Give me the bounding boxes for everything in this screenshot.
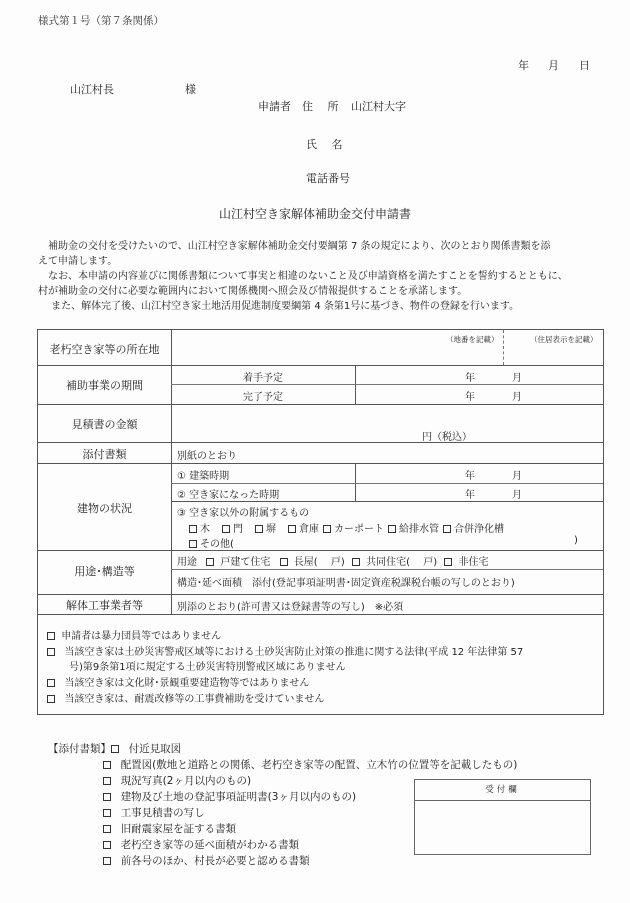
- checkbox-icon[interactable]: [288, 525, 296, 533]
- attachment-item-label: 配置図(敷地と道路との関係、老朽空き家等の配置、立木竹の位置等を記載したもの): [120, 759, 518, 771]
- declaration-item[interactable]: [47, 643, 523, 658]
- option-label: 非住宅: [458, 557, 489, 568]
- start-month-label: 月: [512, 373, 522, 384]
- row-divider: [171, 501, 603, 502]
- attachment-item[interactable]: [103, 853, 310, 868]
- accessory-label: ③ 空き家以外の附属するもの: [177, 508, 310, 519]
- end-year-label: 年: [465, 392, 475, 403]
- building-status-label: 建物の状況: [77, 502, 132, 515]
- accessory-option-gate[interactable]: [222, 520, 243, 535]
- estimate-label: 見積書の金額: [71, 418, 138, 431]
- address-label: 住 所: [302, 100, 339, 113]
- row-divider: [171, 483, 603, 484]
- location-label: 老朽空き家等の所在地: [49, 343, 160, 356]
- attachments-value: 別紙のとおり: [177, 451, 237, 462]
- accessory-option-carport[interactable]: [323, 520, 384, 535]
- row-divider: [38, 463, 603, 464]
- checkbox-icon[interactable]: [189, 525, 197, 533]
- option-label: 門: [233, 524, 243, 535]
- attachment-item-label: 現況写真(2ヶ月以内のもの): [120, 775, 252, 787]
- residence-display-note: （住居表示を記載）: [530, 335, 598, 344]
- declaration-text: 申請者は暴力団員等ではありません: [61, 631, 222, 642]
- period-label: 補助事業の期間: [66, 379, 143, 392]
- intro-paragraph-line: 補助金の交付を受けたいので、山江村空き家解体補助金交付要綱第 7 条の規定により、次のとおり関係書類を添: [38, 241, 551, 252]
- reception-box-header: 受付欄: [415, 780, 590, 801]
- start-year-label: 年: [465, 373, 475, 384]
- attachment-item-label: 付近見取図: [128, 743, 182, 755]
- application-table: [37, 329, 604, 715]
- checkbox-icon[interactable]: [47, 632, 55, 640]
- date-day-label: 日: [579, 59, 590, 72]
- checkbox-icon[interactable]: [444, 558, 452, 566]
- option-label: 共同住宅( 戸): [366, 557, 438, 568]
- row-divider: [38, 594, 603, 595]
- applicant-label: 申請者: [258, 100, 291, 113]
- checkbox-icon[interactable]: [103, 761, 111, 769]
- vacancy-year-label: 年: [465, 490, 475, 501]
- usage-option-apartment[interactable]: [352, 557, 437, 568]
- checkbox-icon[interactable]: [206, 558, 214, 566]
- checkbox-icon[interactable]: [103, 857, 111, 865]
- checkbox-icon[interactable]: [47, 695, 55, 703]
- contractor-label: 解体工事業者等: [66, 599, 143, 612]
- usage-option-row-house[interactable]: [280, 557, 345, 568]
- row-divider: [171, 569, 603, 570]
- accessory-options: [189, 520, 504, 535]
- checkbox-icon[interactable]: [443, 525, 451, 533]
- phone-label: 電話番号: [306, 172, 350, 185]
- construction-year-label: 年: [465, 471, 475, 482]
- accessory-option-other[interactable]: [189, 535, 234, 550]
- checkbox-icon[interactable]: [47, 648, 55, 656]
- checkbox-icon[interactable]: [222, 525, 230, 533]
- location-lot-field[interactable]: [178, 332, 498, 362]
- declaration-item[interactable]: [47, 627, 221, 642]
- column-divider: [355, 463, 356, 501]
- declaration-item[interactable]: [47, 674, 309, 689]
- date-month-label: 月: [548, 59, 559, 72]
- checkbox-icon[interactable]: [255, 525, 263, 533]
- document-title: 山江村空き家解体補助金交付申請書: [218, 207, 411, 221]
- declaration-text: 当該空き家は、耐震改修等の工事費補助を受けていません: [64, 694, 325, 705]
- declaration-text: 当該空き家は土砂災害警戒区域等における土砂災害防止対策の推進に関する法律(平成 12 年法律第 57: [64, 647, 524, 658]
- end-month-label: 月: [512, 392, 522, 403]
- addressee: 山江村長: [70, 83, 114, 96]
- attachment-item[interactable]: [103, 821, 236, 836]
- checkbox-icon[interactable]: [352, 558, 360, 566]
- checkbox-icon[interactable]: [189, 540, 197, 548]
- attachment-heading-text: 【添付書類】: [48, 743, 111, 755]
- row-divider: [38, 550, 603, 551]
- declaration-item[interactable]: [47, 690, 324, 705]
- intro-paragraph-line: えて申請します。: [38, 256, 118, 267]
- option-label: 長屋( 戸): [293, 557, 345, 568]
- checkbox-icon[interactable]: [103, 809, 111, 817]
- vacancy-period-label: ② 空き家になった時期: [177, 490, 280, 501]
- addressee-honorific: 様: [185, 83, 196, 96]
- accessory-option-storehouse[interactable]: [288, 520, 319, 535]
- attachment-item-label: 旧耐震家屋を証する書類: [120, 823, 237, 835]
- vacancy-month-label: 月: [512, 490, 522, 501]
- intro-paragraph-line: また、解体完了後、山江村空き家土地活用促進制度要綱第 4 条第1号に基づき、物件の登録を行います。: [38, 301, 520, 312]
- address-value: 山江村大字: [351, 100, 406, 113]
- checkbox-icon[interactable]: [111, 745, 119, 753]
- option-label: カーポート: [334, 524, 384, 535]
- row-divider: [38, 614, 603, 615]
- lot-number-note: （地番を記載）: [446, 335, 499, 344]
- accessory-option-tree[interactable]: [189, 520, 210, 535]
- estimate-unit: 円（税込）: [422, 432, 472, 443]
- usage-option-detached[interactable]: [206, 557, 270, 568]
- attachment-item[interactable]: [103, 805, 205, 820]
- option-label: 塀: [266, 524, 276, 535]
- start-planned-label: 着手予定: [243, 373, 283, 384]
- attachment-item-label: 建物及び土地の登記事項証明書(3ヶ月以内のもの): [120, 791, 357, 803]
- attachment-item[interactable]: [103, 837, 299, 852]
- construction-month-label: 月: [512, 471, 522, 482]
- row-divider: [38, 365, 603, 366]
- attachment-item-label: 老朽空き家等の延べ面積がわかる書類: [120, 839, 300, 851]
- attachments-label: 添付書類: [82, 448, 127, 461]
- option-label: 合併浄化槽: [454, 524, 504, 535]
- usage-option-non-residential[interactable]: [444, 557, 488, 568]
- accessory-option-septic-tank[interactable]: [443, 520, 504, 535]
- option-label: 戸建て住宅: [220, 557, 271, 568]
- accessory-option-fence[interactable]: [255, 520, 276, 535]
- location-dashed-divider: [503, 330, 504, 365]
- reception-box: [414, 779, 591, 855]
- location-residence-field[interactable]: [508, 344, 600, 362]
- name-label: 氏 名: [306, 138, 343, 151]
- checkbox-icon[interactable]: [47, 679, 55, 687]
- attachment-list-heading: [48, 741, 181, 756]
- end-planned-label: 完了予定: [243, 392, 283, 403]
- option-label: 木: [200, 524, 210, 535]
- option-label: その他(: [200, 539, 234, 550]
- accessory-option-plumbing[interactable]: [388, 520, 439, 535]
- usage-label: 用途: [177, 557, 197, 568]
- checkbox-icon[interactable]: [103, 793, 111, 801]
- attachment-item[interactable]: [103, 773, 251, 788]
- row-divider: [38, 442, 603, 443]
- other-close-paren: ): [574, 535, 578, 546]
- form-number: 様式第１号（第７条関係）: [38, 15, 164, 27]
- checkbox-icon[interactable]: [280, 558, 288, 566]
- row-divider: [38, 404, 603, 405]
- row-divider: [171, 384, 603, 385]
- attachment-item[interactable]: [103, 789, 356, 804]
- declaration-text: 当該空き家は文化財･景観重要建造物等ではありません: [64, 678, 310, 689]
- contractor-value: 別添のとおり(許可書又は登録書等の写し) ※必須: [177, 602, 404, 613]
- construction-period-label: ① 建築時期: [177, 471, 230, 482]
- intro-paragraph-line: 村が補助金の交付に必要な範囲内において関係機関へ照会及び情報提供することを承諾します。: [38, 286, 468, 297]
- usage-structure-label: 用途･構造等: [74, 565, 135, 578]
- checkbox-icon[interactable]: [323, 525, 331, 533]
- date-year-label: 年: [518, 59, 529, 72]
- declaration-text-continued: 号)第9条第1項に規定する土砂災害特別警戒区域にありません: [69, 662, 346, 673]
- checkbox-icon[interactable]: [103, 841, 111, 849]
- checkbox-icon[interactable]: [103, 777, 111, 785]
- attachment-item-label: 前各号のほか、村長が必要と認める書類: [120, 855, 310, 867]
- structure-area-text: 構造･延べ面積 添付(登記事項証明書･固定資産税課税台帳の写しのとおり): [177, 578, 515, 589]
- option-label: 倉庫: [299, 524, 319, 535]
- checkbox-icon[interactable]: [388, 525, 396, 533]
- attachment-item[interactable]: [103, 757, 517, 772]
- estimate-amount-field[interactable]: [178, 408, 418, 438]
- checkbox-icon[interactable]: [103, 825, 111, 833]
- usage-options: [177, 553, 488, 568]
- option-label: 給排水管: [399, 524, 439, 535]
- attachment-item-label: 工事見積書の写し: [120, 807, 205, 819]
- intro-paragraph-line: なお、本申請の内容並びに関係書類について事実と相違のないこと及び申請資格を満たすことを誓約するとともに、: [38, 271, 568, 282]
